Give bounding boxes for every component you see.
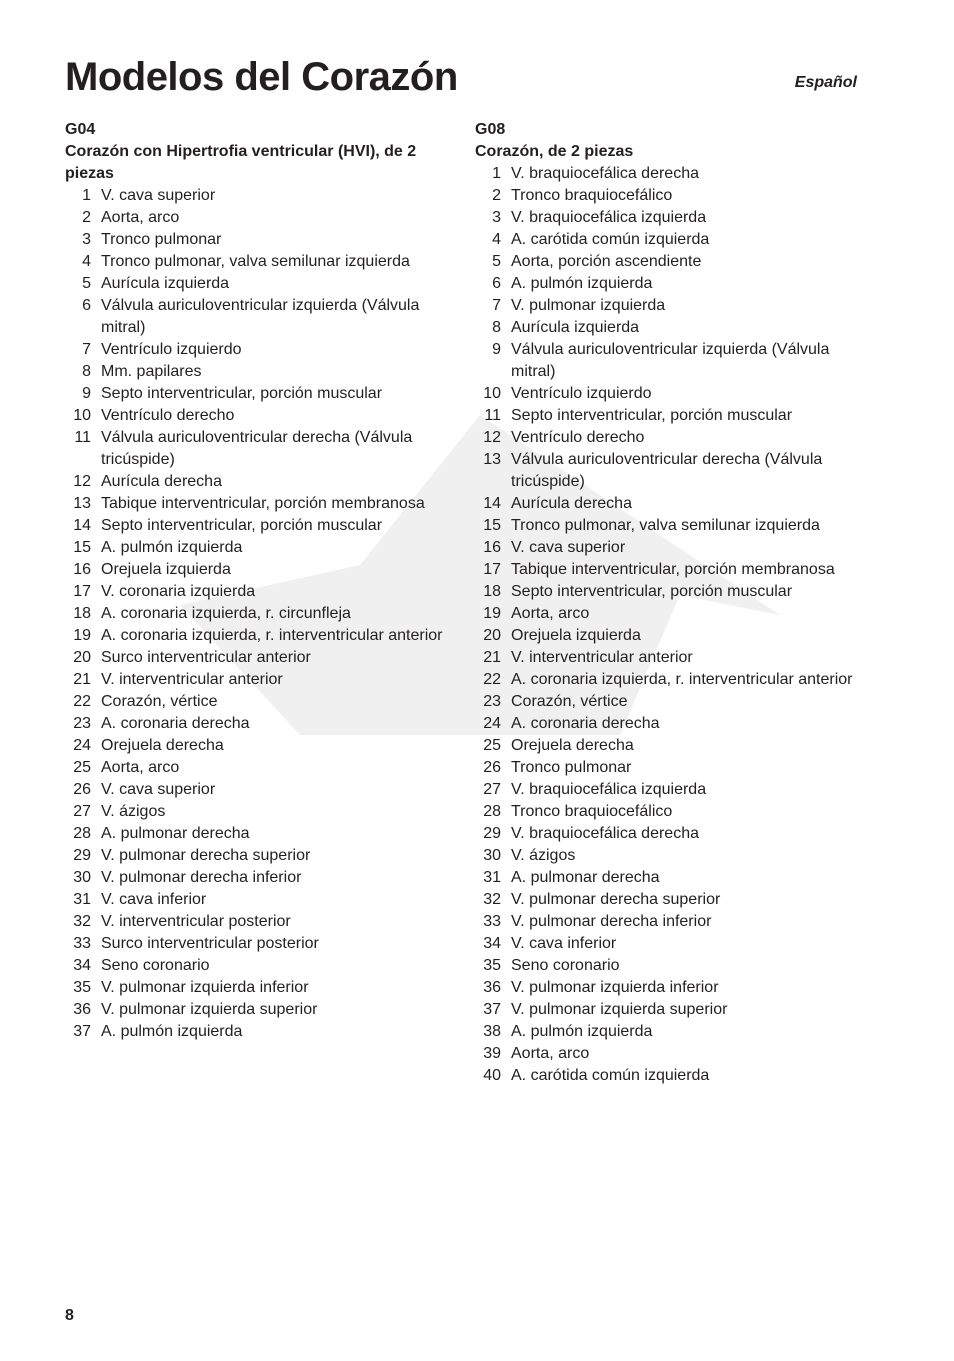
list-item (475, 625, 875, 647)
item-label: Septo interventricular, porción muscular (511, 407, 793, 424)
item-number: 33 (73, 935, 91, 952)
item-label: Aurícula izquierda (511, 319, 640, 336)
list-item (475, 207, 875, 229)
item-number: 23 (483, 693, 501, 710)
item-number: 29 (483, 825, 501, 842)
item-number: 24 (483, 715, 501, 732)
list-item (65, 361, 455, 383)
item-label: Ventrículo derecho (101, 407, 235, 424)
item-label: V. braquiocefálica izquierda (511, 209, 707, 226)
list-item (65, 867, 455, 889)
item-label: V. braquiocefálica derecha (511, 165, 699, 182)
list-item (65, 559, 455, 581)
list-item (475, 603, 875, 625)
item-number: 3 (492, 209, 501, 226)
item-label: Surco interventricular anterior (101, 649, 311, 666)
item-label: V. pulmonar izquierda inferior (101, 979, 309, 996)
list-item (475, 251, 875, 273)
page-number: 8 (65, 1307, 74, 1324)
item-number: 10 (483, 385, 501, 402)
list-item (475, 427, 875, 449)
item-number: 18 (73, 605, 91, 622)
item-number: 18 (483, 583, 501, 600)
item-number: 38 (483, 1023, 501, 1040)
item-number: 2 (82, 209, 91, 226)
list-item (475, 295, 875, 317)
item-number: 37 (483, 1001, 501, 1018)
list-item (475, 955, 875, 977)
model-heading: Corazón, de 2 piezas (475, 143, 634, 160)
list-item (65, 713, 455, 735)
item-label: Corazón, vértice (511, 693, 628, 710)
list-item (65, 581, 455, 603)
item-label: V. ázigos (511, 847, 576, 864)
list-item (65, 757, 455, 779)
list-item (65, 691, 455, 713)
item-number: 20 (73, 649, 91, 666)
list-item (65, 955, 455, 977)
item-number: 2 (492, 187, 501, 204)
item-number: 24 (73, 737, 91, 754)
list-item (475, 779, 875, 801)
item-label: Válvula auriculoventricular izquierda (Válvula mitral) (511, 341, 830, 380)
item-number: 16 (73, 561, 91, 578)
item-label: Septo interventricular, porción muscular (101, 385, 383, 402)
list-item (65, 185, 455, 207)
item-number: 11 (484, 407, 501, 424)
item-number: 30 (73, 869, 91, 886)
item-label: V. pulmonar izquierda (511, 297, 666, 314)
item-number: 6 (82, 297, 91, 314)
item-number: 8 (492, 319, 501, 336)
item-number: 12 (483, 429, 501, 446)
list-item (65, 229, 455, 251)
item-number: 36 (73, 1001, 91, 1018)
list-item (475, 867, 875, 889)
item-label: Aorta, arco (101, 759, 180, 776)
item-number: 17 (73, 583, 91, 600)
item-number: 17 (483, 561, 501, 578)
item-label: A. pulmón izquierda (101, 539, 243, 556)
list-item (65, 889, 455, 911)
list-item (65, 801, 455, 823)
item-label: Septo interventricular, porción muscular (101, 517, 383, 534)
item-number: 32 (483, 891, 501, 908)
list-item (475, 1065, 875, 1087)
item-label: Aorta, arco (511, 1045, 590, 1062)
item-number: 21 (73, 671, 91, 688)
section-g04 (65, 119, 455, 1043)
item-label: Válvula auriculoventricular derecha (Válvula tricúspide) (511, 451, 823, 490)
list-item (65, 669, 455, 691)
item-number: 34 (483, 935, 501, 952)
model-code: G08 (475, 121, 506, 138)
list-item (65, 251, 455, 273)
item-label: Seno coronario (101, 957, 210, 974)
item-label: Ventrículo izquierdo (511, 385, 652, 402)
item-label: A. carótida común izquierda (511, 231, 710, 248)
item-number: 14 (483, 495, 501, 512)
item-number: 27 (73, 803, 91, 820)
list-item (65, 405, 455, 427)
item-number: 11 (74, 429, 91, 446)
list-item (475, 845, 875, 867)
list-item (475, 999, 875, 1021)
item-label: Tronco pulmonar (101, 231, 222, 248)
item-number: 12 (73, 473, 91, 490)
list-item (65, 823, 455, 845)
list-item (65, 493, 455, 515)
item-label: Aurícula izquierda (101, 275, 230, 292)
item-label: V. pulmonar derecha superior (101, 847, 311, 864)
item-label: V. pulmonar izquierda inferior (511, 979, 719, 996)
list-item (475, 801, 875, 823)
item-label: Tabique interventricular, porción membranosa (101, 495, 425, 512)
item-number: 36 (483, 979, 501, 996)
item-number: 13 (483, 451, 501, 468)
item-label: Tronco pulmonar, valva semilunar izquierda (101, 253, 410, 270)
list-item (475, 581, 875, 603)
list-item (65, 779, 455, 801)
list-item (65, 911, 455, 933)
item-label: V. cava inferior (511, 935, 617, 952)
item-label: Orejuela derecha (511, 737, 634, 754)
item-number: 8 (82, 363, 91, 380)
list-item (65, 603, 455, 625)
item-number: 26 (73, 781, 91, 798)
list-item (475, 185, 875, 207)
item-label: Orejuela izquierda (101, 561, 231, 578)
item-number: 28 (73, 825, 91, 842)
item-number: 25 (483, 737, 501, 754)
item-label: V. interventricular anterior (511, 649, 693, 666)
item-label: A. coronaria izquierda, r. circunfleja (101, 605, 351, 622)
item-label: Tronco pulmonar (511, 759, 632, 776)
list-item (475, 163, 875, 185)
item-number: 35 (73, 979, 91, 996)
list-item (475, 449, 875, 493)
list-item (65, 339, 455, 361)
item-label: V. cava superior (101, 781, 216, 798)
item-number: 10 (73, 407, 91, 424)
item-number: 1 (82, 187, 91, 204)
item-label: A. carótida común izquierda (511, 1067, 710, 1084)
item-label: Mm. papilares (101, 363, 202, 380)
list-item (65, 427, 455, 471)
item-number: 28 (483, 803, 501, 820)
list-item (475, 669, 875, 691)
list-item (65, 647, 455, 669)
item-label: Aurícula derecha (511, 495, 632, 512)
list-item (475, 933, 875, 955)
item-label: A. coronaria derecha (101, 715, 250, 732)
item-label: A. pulmón izquierda (511, 1023, 653, 1040)
item-label: A. pulmonar derecha (511, 869, 660, 886)
item-label: Ventrículo izquierdo (101, 341, 242, 358)
item-label: V. ázigos (101, 803, 166, 820)
item-label: V. cava superior (101, 187, 216, 204)
item-label: A. pulmonar derecha (101, 825, 250, 842)
item-number: 23 (73, 715, 91, 732)
item-label: A. pulmón izquierda (101, 1023, 243, 1040)
item-number: 31 (73, 891, 91, 908)
item-number: 31 (483, 869, 501, 886)
list-item (475, 1043, 875, 1065)
item-number: 29 (73, 847, 91, 864)
item-label: V. braquiocefálica izquierda (511, 781, 707, 798)
list-item (65, 515, 455, 537)
item-label: A. coronaria derecha (511, 715, 660, 732)
item-label: A. coronaria izquierda, r. interventricular anterior (511, 671, 853, 688)
list-item (65, 207, 455, 229)
language-label: Español (794, 74, 857, 91)
list-item (475, 823, 875, 845)
list-item (475, 977, 875, 999)
item-label: Surco interventricular posterior (101, 935, 319, 952)
item-number: 7 (82, 341, 91, 358)
item-number: 39 (483, 1045, 501, 1062)
item-number: 15 (483, 517, 501, 534)
page-title: Modelos del Corazón (65, 55, 458, 99)
item-number: 9 (82, 385, 91, 402)
item-number: 9 (492, 341, 501, 358)
list-item (475, 339, 875, 383)
item-number: 21 (483, 649, 501, 666)
item-label: V. interventricular anterior (101, 671, 283, 688)
list-item (65, 383, 455, 405)
item-number: 27 (483, 781, 501, 798)
item-label: V. pulmonar izquierda superior (511, 1001, 728, 1018)
item-number: 16 (483, 539, 501, 556)
item-label: A. coronaria izquierda, r. interventricular anterior (101, 627, 443, 644)
item-number: 22 (73, 693, 91, 710)
list-item (65, 625, 455, 647)
list-item (475, 515, 875, 537)
list-item (65, 295, 455, 339)
list-item (475, 735, 875, 757)
item-label: V. cava inferior (101, 891, 207, 908)
model-code: G04 (65, 121, 96, 138)
item-number: 22 (483, 671, 501, 688)
list-item (475, 273, 875, 295)
list-item (475, 757, 875, 779)
list-item (65, 845, 455, 867)
item-number: 1 (492, 165, 501, 182)
item-number: 3 (82, 231, 91, 248)
list-item (475, 493, 875, 515)
item-number: 26 (483, 759, 501, 776)
item-label: Aorta, porción ascendiente (511, 253, 702, 270)
item-number: 19 (73, 627, 91, 644)
list-item (475, 911, 875, 933)
item-label: Septo interventricular, porción muscular (511, 583, 793, 600)
item-label: Tronco braquiocefálico (511, 803, 673, 820)
list-item (65, 735, 455, 757)
section-g08 (475, 119, 875, 1087)
item-label: Válvula auriculoventricular derecha (Válvula tricúspide) (101, 429, 413, 468)
item-label: V. pulmonar izquierda superior (101, 1001, 318, 1018)
item-number: 5 (492, 253, 501, 270)
list-item (475, 889, 875, 911)
item-number: 34 (73, 957, 91, 974)
parts-list (65, 185, 455, 1043)
item-number: 33 (483, 913, 501, 930)
item-number: 37 (73, 1023, 91, 1040)
item-label: V. pulmonar derecha inferior (511, 913, 712, 930)
item-number: 35 (483, 957, 501, 974)
item-label: Orejuela izquierda (511, 627, 641, 644)
list-item (65, 1021, 455, 1043)
item-label: Tabique interventricular, porción membranosa (511, 561, 835, 578)
list-item (475, 1021, 875, 1043)
parts-list (475, 163, 875, 1087)
item-label: Aorta, arco (101, 209, 180, 226)
item-number: 13 (73, 495, 91, 512)
item-number: 25 (73, 759, 91, 776)
item-label: Aurícula derecha (101, 473, 222, 490)
list-item (65, 999, 455, 1021)
item-number: 15 (73, 539, 91, 556)
item-label: Aorta, arco (511, 605, 590, 622)
item-label: V. interventricular posterior (101, 913, 291, 930)
list-item (475, 405, 875, 427)
item-label: V. pulmonar derecha inferior (101, 869, 302, 886)
list-item (475, 537, 875, 559)
item-label: Tronco pulmonar, valva semilunar izquierda (511, 517, 820, 534)
item-label: Orejuela derecha (101, 737, 224, 754)
list-item (475, 647, 875, 669)
list-item (475, 229, 875, 251)
item-number: 30 (483, 847, 501, 864)
list-item (65, 977, 455, 999)
item-label: Válvula auriculoventricular izquierda (Válvula mitral) (101, 297, 420, 336)
item-number: 32 (73, 913, 91, 930)
list-item (475, 317, 875, 339)
item-label: V. coronaria izquierda (101, 583, 256, 600)
item-number: 20 (483, 627, 501, 644)
item-label: A. pulmón izquierda (511, 275, 653, 292)
item-label: V. pulmonar derecha superior (511, 891, 721, 908)
item-label: V. cava superior (511, 539, 626, 556)
item-label: Corazón, vértice (101, 693, 218, 710)
item-number: 4 (82, 253, 91, 270)
item-label: Tronco braquiocefálico (511, 187, 673, 204)
model-heading: Corazón con Hipertrofia ventricular (HVI), de 2 piezas (65, 143, 417, 182)
item-number: 5 (82, 275, 91, 292)
list-item (475, 559, 875, 581)
list-item (475, 383, 875, 405)
list-item (65, 273, 455, 295)
list-item (65, 537, 455, 559)
item-label: Ventrículo derecho (511, 429, 645, 446)
item-label: V. braquiocefálica derecha (511, 825, 699, 842)
list-item (65, 471, 455, 493)
item-label: Seno coronario (511, 957, 620, 974)
item-number: 14 (73, 517, 91, 534)
list-item (65, 933, 455, 955)
item-number: 40 (483, 1067, 501, 1084)
item-number: 6 (492, 275, 501, 292)
list-item (475, 691, 875, 713)
list-item (475, 713, 875, 735)
item-number: 7 (492, 297, 501, 314)
item-number: 19 (483, 605, 501, 622)
item-number: 4 (492, 231, 501, 248)
